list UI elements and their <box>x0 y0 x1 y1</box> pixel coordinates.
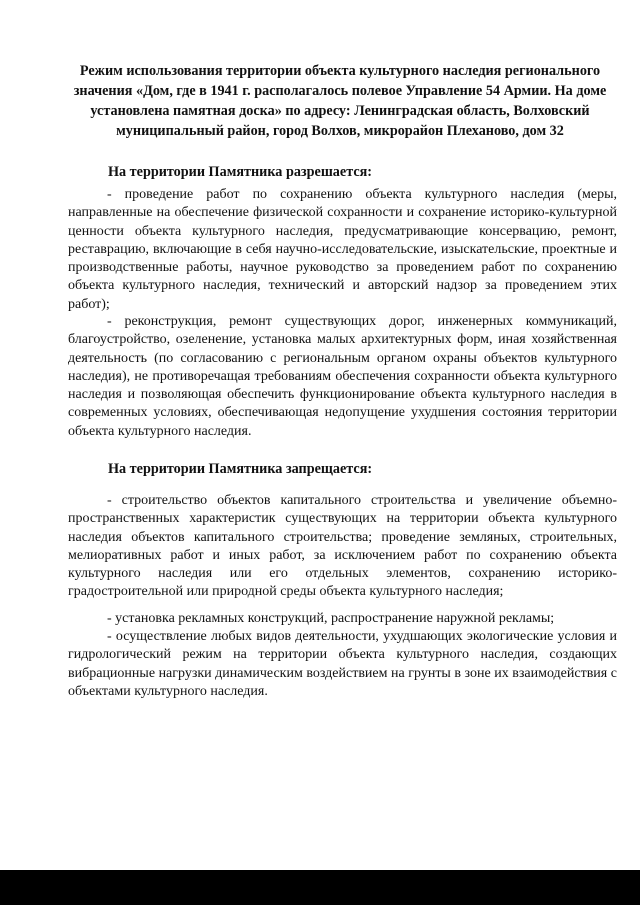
allowed-heading: На территории Памятника разрешается: <box>108 164 373 180</box>
allowed-item: - проведение работ по сохранению объекта культурного наследия (меры, направленные на обеспечение физической сохранности и сохранение историко-культурной ценности объекта культурного наследия, предусматривающие консервацию, ремонт, реставрацию, включающие в себя научно-исследовательские, изыскательские, проектные и производственные работы, научное руководство за проведением работ по сохранению объекта культурного наследия, технический и авторский надзор за проведением этих работ); <box>68 187 617 312</box>
forbidden-item: - осуществление любых видов деятельности, ухудшающих экологические условия и гидрологический режим на территории объекта культурного наследия, создающих вибрационные нагрузки динамическим воздействием на грунты в зоне их взаимодействия с объектами культурного наследия. <box>68 629 617 699</box>
allowed-item: - реконструкция, ремонт существующих дорог, инженерных коммуникаций, благоустройство, озеленение, установка малых архитектурных форм, иная хозяйственная деятельность (по согласованию с региональным органом охраны объектов культурного наследия), не противоречащая требованиям обеспечения сохранности объекта культурного наследия и позволяющая обеспечить функционирование объекта культурного наследия в современных условиях, обеспечивающая недопущение ухудшения состояния территории объекта культурного наследия. <box>68 314 617 439</box>
forbidden-heading: На территории Памятника запрещается: <box>108 461 373 477</box>
forbidden-item: - установка рекламных конструкций, распространение наружной рекламы; <box>107 611 555 626</box>
document-title: Режим использования территории объекта культурного наследия регионального значения «Дом, где в 1941 г. располагалось полевое Управление 54 Армии. На доме установлена памятная доска» по адресу: Ленинградская область, Волховский муниципальный район, город Волхов, микрорайон Плеханово, дом 32 <box>73 63 607 139</box>
scan-bottom-border <box>0 870 640 905</box>
forbidden-item: - строительство объектов капитального строительства и увеличение объемно-пространственных характеристик существующих на территории объекта культурного наследия объектов капитального строительства; проведение земляных, строительных, мелиоративных работ и иных работ, за исключением работ по сохранению объекта культурного наследия или его отдельных элементов, сохранению историко-градостроительной или природной среды объекта культурного наследия; <box>68 493 617 600</box>
